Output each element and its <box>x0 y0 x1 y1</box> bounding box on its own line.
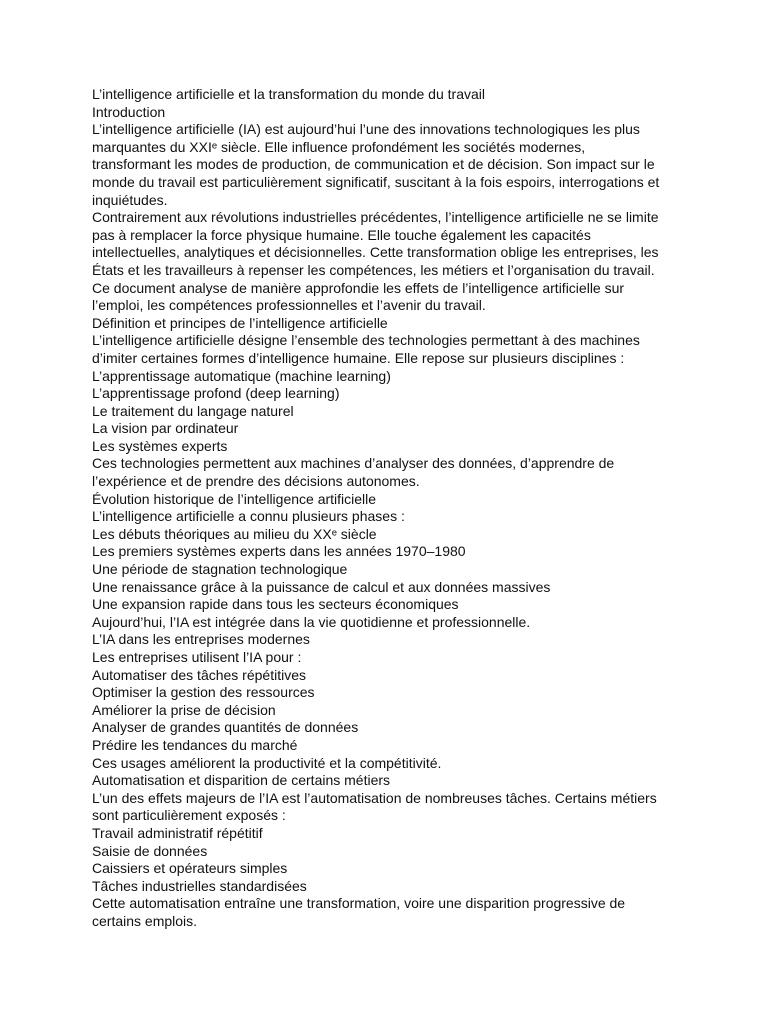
list-item: Saisie de données <box>92 842 208 859</box>
paragraph-line: monde du travail est particulièrement significatif, suscitant à la fois espoirs, interrogations et <box>92 173 660 190</box>
paragraph-line: pas à remplacer la force physique humaine. Elle touche également les capacités <box>92 226 591 243</box>
paragraph-line: marquantes du XXIᵉ siècle. Elle influence profondément les sociétés modernes, <box>92 138 586 155</box>
paragraph-line: Cette automatisation entraîne une transformation, voire une disparition progressive de <box>92 895 626 912</box>
list-item: Analyser de grandes quantités de données <box>92 719 359 736</box>
document-title: L’intelligence artificielle et la transformation du monde du travail <box>92 86 485 102</box>
paragraph-line: intellectuelles, analytiques et décisionnelles. Cette transformation oblige les entreprises, les <box>92 244 659 261</box>
section-heading-entreprises: L’IA dans les entreprises modernes <box>92 631 310 648</box>
paragraph-line: l’expérience et de prendre des décisions autonomes. <box>92 473 420 490</box>
list-item: Le traitement du langage naturel <box>92 402 294 419</box>
paragraph-line: transformant les modes de production, de communication et de décision. Son impact sur le <box>92 156 655 173</box>
list-item: Tâches industrielles standardisées <box>92 877 307 894</box>
paragraph-line: Contrairement aux révolutions industrielles précédentes, l’intelligence artificielle ne se limite <box>92 209 659 226</box>
section-heading-introduction: Introduction <box>92 103 166 120</box>
paragraph-line: Aujourd’hui, l’IA est intégrée dans la vie quotidienne et professionnelle. <box>92 613 531 630</box>
list-item: Travail administratif répétitif <box>92 824 263 841</box>
list-item: Automatiser des tâches répétitives <box>92 666 306 683</box>
document-page <box>92 86 682 931</box>
paragraph-line: États et les travailleurs à repenser les compétences, les métiers et l’organisation du travail. <box>92 261 655 278</box>
section-heading-automatisation: Automatisation et disparition de certains métiers <box>92 772 391 789</box>
paragraph-line: L’un des effets majeurs de l’IA est l’automatisation de nombreuses tâches. Certains métiers <box>92 789 657 806</box>
list-item: Caissiers et opérateurs simples <box>92 860 288 877</box>
list-item: Les débuts théoriques au milieu du XXᵉ siècle <box>92 525 377 542</box>
paragraph-line: L’intelligence artificielle a connu plusieurs phases : <box>92 508 405 525</box>
list-item: Les premiers systèmes experts dans les années 1970–1980 <box>92 543 466 560</box>
paragraph-line: inquiétudes. <box>92 191 168 208</box>
paragraph-line: Les entreprises utilisent l’IA pour : <box>92 649 302 665</box>
list-item: Les systèmes experts <box>92 437 228 454</box>
list-item: L’apprentissage automatique (machine learning) <box>92 367 391 384</box>
list-item: L’apprentissage profond (deep learning) <box>92 385 340 402</box>
list-item: Améliorer la prise de décision <box>92 701 276 718</box>
paragraph-line: d’imiter certaines formes d’intelligence humaine. Elle repose sur plusieurs disciplines : <box>92 349 625 366</box>
list-item: La vision par ordinateur <box>92 420 239 437</box>
paragraph-line: L’intelligence artificielle (IA) est aujourd’hui l’une des innovations technologiques les plus <box>92 121 640 138</box>
paragraph-line: Ces usages améliorent la productivité et la compétitivité. <box>92 754 442 771</box>
list-item: Une renaissance grâce à la puissance de calcul et aux données massives <box>92 578 551 595</box>
list-item: Une expansion rapide dans tous les secteurs économiques <box>92 596 459 613</box>
paragraph-line: l’emploi, les compétences professionnelles et l’avenir du travail. <box>92 297 486 314</box>
paragraph-line: certains emplois. <box>92 912 198 929</box>
list-item: Prédire les tendances du marché <box>92 736 298 753</box>
section-heading-evolution: Évolution historique de l’intelligence artificielle <box>92 490 377 507</box>
paragraph-line: Ce document analyse de manière approfondie les effets de l’intelligence artificielle sur <box>92 279 625 296</box>
list-item: Une période de stagnation technologique <box>92 561 348 578</box>
list-item: Optimiser la gestion des ressources <box>92 684 315 701</box>
paragraph-line: Ces technologies permettent aux machines d’analyser des données, d’apprendre de <box>92 455 615 472</box>
section-heading-definition: Définition et principes de l’intelligence artificielle <box>92 314 388 331</box>
paragraph-line: L’intelligence artificielle désigne l’ensemble des technologies permettant à des machines <box>92 332 640 349</box>
paragraph-line: sont particulièrement exposés : <box>92 807 286 824</box>
